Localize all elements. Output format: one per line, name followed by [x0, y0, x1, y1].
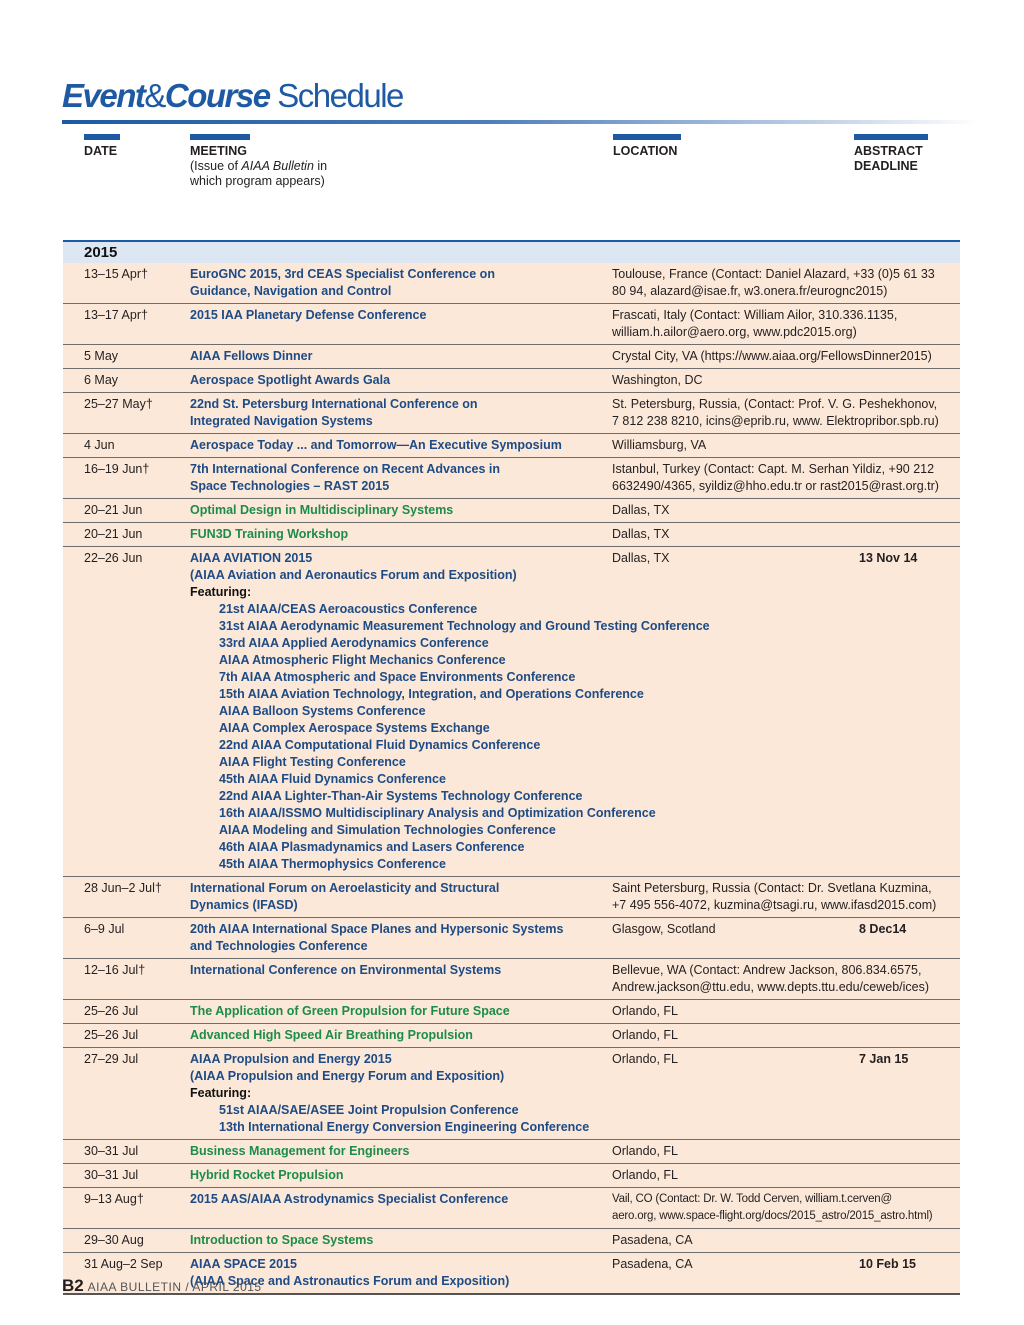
- event-meeting: [190, 921, 612, 955]
- table-row: [63, 958, 960, 999]
- event-meeting: [190, 502, 612, 519]
- location-line: Orlando, FL: [612, 1052, 679, 1066]
- table-row: [63, 457, 960, 498]
- featured-conference: 51st AIAA/SAE/ASEE Joint Propulsion Conference: [219, 1103, 519, 1117]
- meeting-line: (AIAA Propulsion and Energy Forum and Exposition): [190, 1069, 505, 1083]
- meeting-line: 2015 AAS/AIAA Astrodynamics Specialist Conference: [190, 1192, 509, 1206]
- column-header-abstract: [854, 134, 934, 174]
- featured-conference: 46th AIAA Plasmadynamics and Lasers Conference: [219, 840, 525, 854]
- table-row: [63, 1187, 960, 1228]
- column-label-location: LOCATION: [613, 144, 678, 158]
- abstract-deadline: 10 Feb 15: [859, 1257, 916, 1271]
- location-line: Saint Petersburg, Russia (Contact: Dr. Svetlana Kuzmina,: [612, 881, 932, 895]
- publication-name: AIAA BULLETIN / APRIL 2015: [87, 1280, 262, 1294]
- event-meeting: [190, 1051, 612, 1136]
- meeting-line: Aerospace Today ... and Tomorrow—An Executive Symposium: [190, 438, 562, 452]
- event-location: [612, 396, 959, 430]
- meeting-line: Business Management for Engineers: [190, 1144, 410, 1158]
- table-row: [63, 344, 960, 368]
- table-row: [63, 546, 960, 876]
- meeting-line: 20th AIAA International Space Planes and Hypersonic Systems: [190, 922, 564, 936]
- location-line: Washington, DC: [612, 373, 703, 387]
- event-location: [612, 1143, 959, 1160]
- meeting-line: and Technologies Conference: [190, 939, 368, 953]
- featured-conference: AIAA Modeling and Simulation Technologies Conference: [219, 823, 556, 837]
- column-bar: [613, 134, 681, 140]
- event-date: 27–29 Jul: [84, 1052, 139, 1066]
- event-meeting: [190, 1027, 612, 1044]
- column-bar: [84, 134, 120, 140]
- event-location: [612, 266, 959, 300]
- meeting-line: International Forum on Aeroelasticity and Structural: [190, 881, 500, 895]
- location-line: St. Petersburg, Russia, (Contact: Prof. V. G. Peshekhonov,: [612, 397, 938, 411]
- table-row: [63, 999, 960, 1023]
- abstract-deadline: 7 Jan 15: [859, 1052, 909, 1066]
- event-meeting: [190, 266, 612, 300]
- event-meeting: [190, 437, 612, 454]
- meeting-line: Dynamics (IFASD): [190, 898, 298, 912]
- location-line: Istanbul, Turkey (Contact: Capt. M. Serhan Yildiz, +90 212: [612, 462, 935, 476]
- meeting-line: Space Technologies – RAST 2015: [190, 479, 390, 493]
- event-date: 4 Jun: [84, 438, 115, 452]
- table-row: [63, 1047, 960, 1139]
- column-header-date: [84, 134, 120, 159]
- meeting-line: AIAA AVIATION 2015: [190, 551, 313, 565]
- event-date: 12–16 Jul†: [84, 963, 146, 977]
- meeting-line: 2015 IAA Planetary Defense Conference: [190, 308, 427, 322]
- event-meeting: [190, 396, 612, 430]
- event-location: [612, 437, 959, 454]
- location-line: Glasgow, Scotland: [612, 922, 716, 936]
- event-date: 13–17 Apr†: [84, 308, 148, 322]
- featured-conference: 22nd AIAA Lighter-Than-Air Systems Technology Conference: [219, 789, 583, 803]
- table-row: [63, 368, 960, 392]
- location-line: Dallas, TX: [612, 527, 670, 541]
- location-line: Crystal City, VA (https://www.aiaa.org/FellowsDinner2015): [612, 349, 932, 363]
- table-row: [63, 1163, 960, 1187]
- title-ampersand: &: [144, 77, 165, 114]
- event-location: [612, 1191, 959, 1225]
- featured-conference: AIAA Flight Testing Conference: [219, 755, 406, 769]
- location-line: Williamsburg, VA: [612, 438, 707, 452]
- meeting-line: Advanced High Speed Air Breathing Propulsion: [190, 1028, 473, 1042]
- event-meeting: [190, 372, 612, 389]
- featured-conference: 15th AIAA Aviation Technology, Integration, and Operations Conference: [219, 687, 644, 701]
- event-date: 25–26 Jul: [84, 1004, 139, 1018]
- event-location: [612, 348, 959, 365]
- meeting-line: (AIAA Aviation and Aeronautics Forum and Exposition): [190, 568, 517, 582]
- table-row: [63, 433, 960, 457]
- table-row: [63, 392, 960, 433]
- event-date: 22–26 Jun: [84, 551, 143, 565]
- abstract-deadline: 13 Nov 14: [859, 551, 918, 565]
- column-sub-meeting: [190, 159, 327, 174]
- event-location: [612, 502, 959, 519]
- event-date: 20–21 Jun: [84, 503, 143, 517]
- page-footer: [62, 1276, 262, 1296]
- table-row: [63, 876, 960, 917]
- event-location: [612, 461, 959, 495]
- year-band: 2015: [63, 242, 960, 263]
- event-date: 31 Aug–2 Sep: [84, 1257, 163, 1271]
- event-location: [612, 550, 959, 873]
- table-row: [63, 522, 960, 546]
- meeting-line: International Conference on Environmental Systems: [190, 963, 502, 977]
- event-meeting: [190, 1232, 612, 1249]
- meeting-line: 7th International Conference on Recent Advances in: [190, 462, 501, 476]
- event-date: 5 May: [84, 349, 119, 363]
- event-date: 13–15 Apr†: [84, 267, 148, 281]
- table-row: [63, 917, 960, 958]
- meeting-line: The Application of Green Propulsion for Future Space: [190, 1004, 510, 1018]
- event-meeting: [190, 526, 612, 543]
- event-date: 28 Jun–2 Jul†: [84, 881, 162, 895]
- meeting-line: Optimal Design in Multidisciplinary Systems: [190, 503, 454, 517]
- featured-conference: 13th International Energy Conversion Engineering Conference: [219, 1120, 590, 1134]
- meeting-line: AIAA Fellows Dinner: [190, 349, 313, 363]
- event-location: [612, 307, 959, 341]
- title-rule: [62, 120, 980, 124]
- featured-conference: 7th AIAA Atmospheric and Space Environments Conference: [219, 670, 576, 684]
- table-row: [63, 1139, 960, 1163]
- column-bar: [190, 134, 250, 140]
- meeting-line: FUN3D Training Workshop: [190, 527, 349, 541]
- abstract-deadline: 8 Dec14: [859, 922, 907, 936]
- meeting-line: Integrated Navigation Systems: [190, 414, 373, 428]
- event-meeting: [190, 880, 612, 914]
- title-event: Event: [62, 77, 145, 114]
- location-line: Vail, CO (Contact: Dr. W. Todd Cerven, william.t.cerven@: [612, 1193, 892, 1205]
- event-date: 30–31 Jul: [84, 1144, 139, 1158]
- table-row: [63, 1228, 960, 1252]
- location-line: Orlando, FL: [612, 1028, 679, 1042]
- event-date: 6–9 Jul: [84, 922, 125, 936]
- featured-conference: AIAA Balloon Systems Conference: [219, 704, 426, 718]
- event-meeting: [190, 1003, 612, 1020]
- event-date: 20–21 Jun: [84, 527, 143, 541]
- meeting-line: AIAA Propulsion and Energy 2015: [190, 1052, 392, 1066]
- featuring-label: Featuring:: [190, 585, 252, 599]
- featured-conference: AIAA Complex Aerospace Systems Exchange: [219, 721, 490, 735]
- column-sub-meeting-2: which program appears): [190, 174, 325, 188]
- table-row: [63, 1023, 960, 1047]
- meeting-line: AIAA SPACE 2015: [190, 1257, 297, 1271]
- location-line: william.h.ailor@aero.org, www.pdc2015.org): [612, 325, 857, 339]
- event-meeting: [190, 348, 612, 365]
- featured-conference: 16th AIAA/ISSMO Multidisciplinary Analysis and Optimization Conference: [219, 806, 656, 820]
- event-date: 25–26 Jul: [84, 1028, 139, 1042]
- meeting-line: Guidance, Navigation and Control: [190, 284, 392, 298]
- location-line: aero.org, www.space-flight.org/docs/2015_astro/2015_astro.html): [612, 1210, 933, 1222]
- featured-conference: 45th AIAA Fluid Dynamics Conference: [219, 772, 446, 786]
- title-course: Course: [164, 77, 270, 114]
- location-line: Pasadena, CA: [612, 1257, 693, 1271]
- column-label-date: DATE: [84, 144, 118, 158]
- schedule-rows: [63, 263, 960, 1293]
- location-line: Orlando, FL: [612, 1168, 679, 1182]
- event-meeting: [190, 1143, 612, 1160]
- event-date: 16–19 Jun†: [84, 462, 150, 476]
- event-location: [612, 962, 959, 996]
- column-bar: [854, 134, 928, 140]
- event-location: [612, 880, 959, 914]
- meeting-line: Introduction to Space Systems: [190, 1233, 374, 1247]
- page-title: [62, 74, 403, 118]
- column-header-location: [613, 134, 681, 159]
- column-label-abstract: ABSTRACT DEADLINE: [854, 144, 923, 173]
- column-header-meeting: [190, 134, 327, 189]
- event-date: 30–31 Jul: [84, 1168, 139, 1182]
- featured-conference: 21st AIAA/CEAS Aeroacoustics Conference: [219, 602, 478, 616]
- meeting-line: Aerospace Spotlight Awards Gala: [190, 373, 391, 387]
- event-location: [612, 372, 959, 389]
- event-location: [612, 1027, 959, 1044]
- event-location: [612, 1232, 959, 1249]
- meeting-line: (AIAA Space and Astronautics Forum and Exposition): [190, 1274, 510, 1288]
- featuring-label: Featuring:: [190, 1086, 252, 1100]
- event-date: 25–27 May†: [84, 397, 153, 411]
- event-location: [612, 1003, 959, 1020]
- location-line: Orlando, FL: [612, 1004, 679, 1018]
- event-location: [612, 921, 959, 955]
- table-row: [63, 263, 960, 303]
- featured-conference: 31st AIAA Aerodynamic Measurement Technology and Ground Testing Conference: [219, 619, 710, 633]
- meeting-line: EuroGNC 2015, 3rd CEAS Specialist Conference on: [190, 267, 495, 281]
- location-line: 7 812 238 8210, icins@eprib.ru, www. Elektropribor.spb.ru): [612, 414, 939, 428]
- meeting-sub-text: (Issue of: [190, 159, 242, 173]
- location-line: 6632490/4365, syildiz@hho.edu.tr or rast2015@rast.org.tr): [612, 479, 939, 493]
- schedule-table: [63, 240, 960, 1295]
- meeting-sub-text: in: [313, 159, 328, 173]
- meeting-line: 22nd St. Petersburg International Conference on: [190, 397, 478, 411]
- title-schedule: Schedule: [277, 77, 403, 114]
- event-meeting: [190, 461, 612, 495]
- table-row: [63, 498, 960, 522]
- featured-conference: 45th AIAA Thermophysics Conference: [219, 857, 446, 871]
- location-line: Bellevue, WA (Contact: Andrew Jackson, 806.834.6575,: [612, 963, 922, 977]
- column-label-meeting: MEETING: [190, 144, 247, 158]
- location-line: Orlando, FL: [612, 1144, 679, 1158]
- location-line: 80 94, alazard@isae.fr, w3.onera.fr/eurognc2015): [612, 284, 888, 298]
- location-line: +7 495 556-4072, kuzmina@tsagi.ru, www.ifasd2015.com): [612, 898, 937, 912]
- event-location: [612, 526, 959, 543]
- event-date: 29–30 Aug: [84, 1233, 144, 1247]
- event-meeting: [190, 962, 612, 996]
- featured-conference: 22nd AIAA Computational Fluid Dynamics Conference: [219, 738, 541, 752]
- event-meeting: [190, 1191, 612, 1225]
- featured-conference: 33rd AIAA Applied Aerodynamics Conference: [219, 636, 489, 650]
- event-date: 9–13 Aug†: [84, 1192, 144, 1206]
- event-date: 6 May: [84, 373, 119, 387]
- table-row: [63, 303, 960, 344]
- meeting-line: Hybrid Rocket Propulsion: [190, 1168, 344, 1182]
- location-line: Frascati, Italy (Contact: William Ailor, 310.336.1135,: [612, 308, 898, 322]
- location-line: Dallas, TX: [612, 503, 670, 517]
- event-meeting: [190, 307, 612, 341]
- location-line: Pasadena, CA: [612, 1233, 693, 1247]
- featured-conference: AIAA Atmospheric Flight Mechanics Conference: [219, 653, 506, 667]
- location-line: Toulouse, France (Contact: Daniel Alazard, +33 (0)5 61 33: [612, 267, 935, 281]
- page-number: B2: [62, 1276, 84, 1295]
- event-meeting: [190, 1167, 612, 1184]
- location-line: Dallas, TX: [612, 551, 670, 565]
- event-location: [612, 1167, 959, 1184]
- location-line: Andrew.jackson@ttu.edu, www.depts.ttu.edu/ceweb/ices): [612, 980, 930, 994]
- meeting-sub-italic: AIAA Bulletin: [241, 159, 314, 173]
